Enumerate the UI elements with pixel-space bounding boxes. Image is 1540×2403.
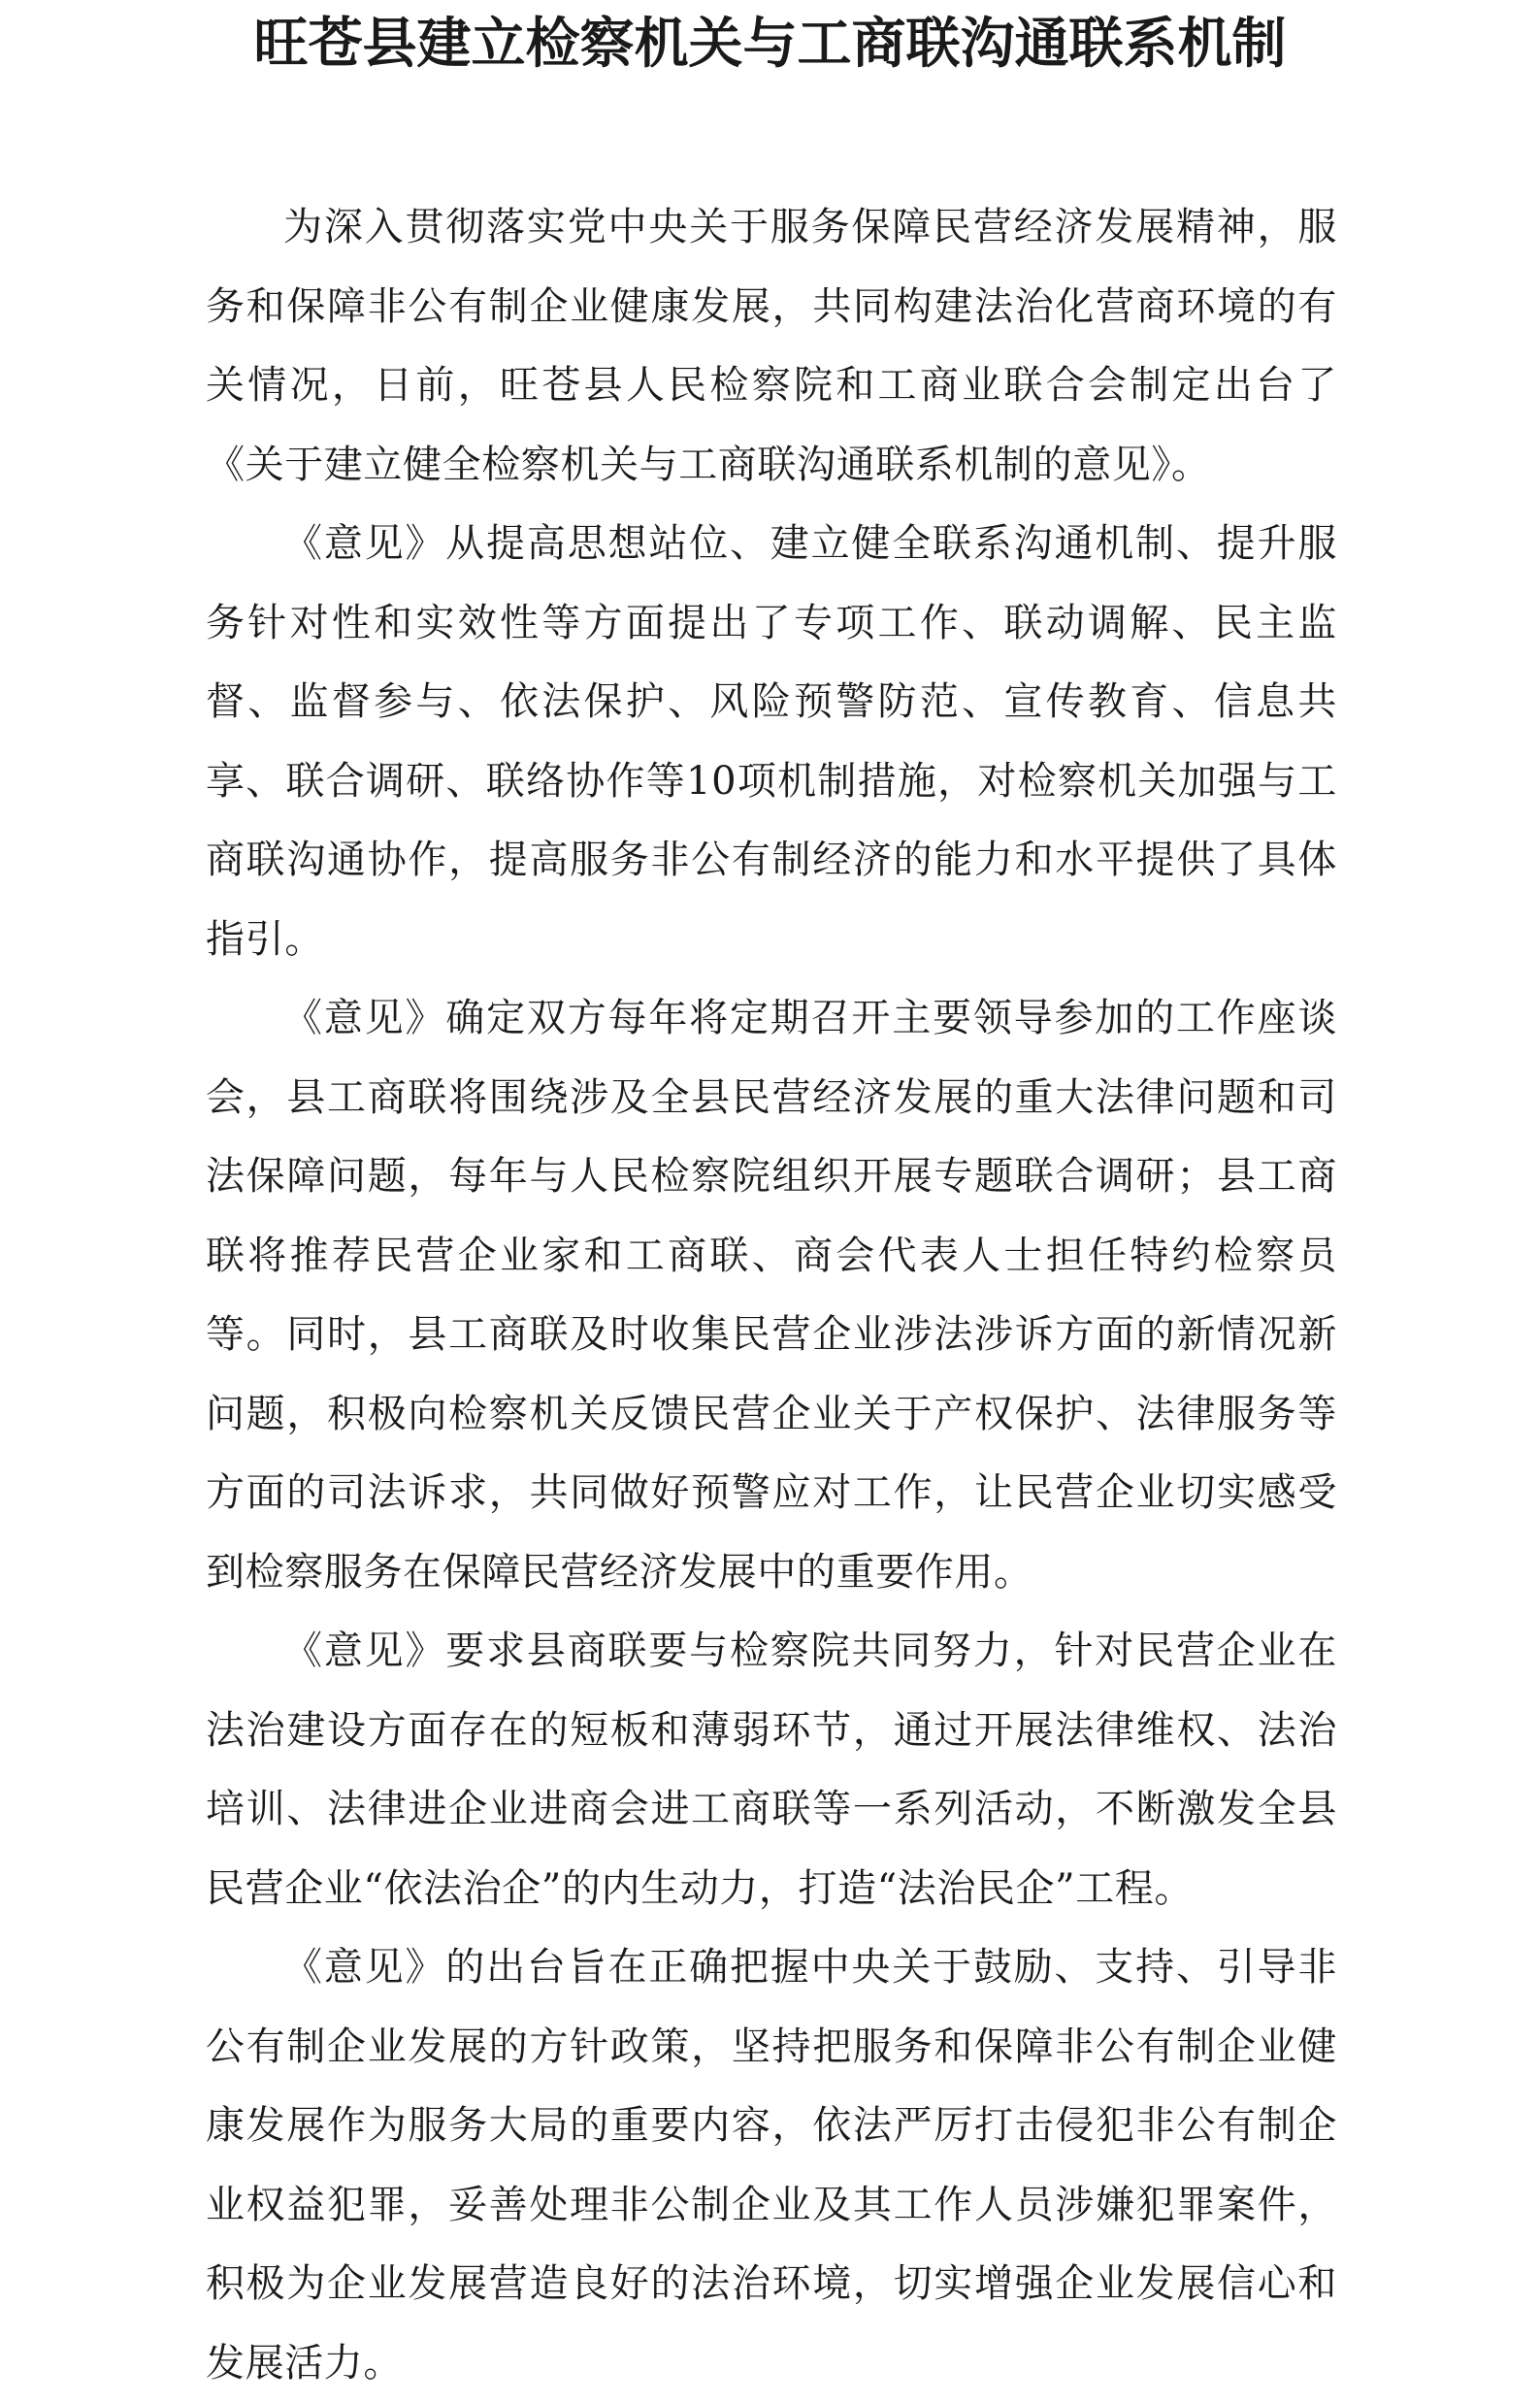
- document-title: 旺苍县建立检察机关与工商联沟通联系机制: [253, 12, 1287, 76]
- paragraph-intro: 为深入贯彻落实党中央关于服务保障民营经济发展精神，服务和保障非公有制企业健康发展，共同构建法治化营商环境的有关情况，日前，旺苍县人民检察院和工商业联合会制定出台了《关于建立健全检察机关与工商联沟通联系机制的意见》。: [206, 205, 1337, 487]
- paragraph-measures: 《意见》从提高思想站位、建立健全联系沟通机制、提升服务针对性和实效性等方面提出了专项工作、联动调解、民主监督、监督参与、依法保护、风险预警防范、宣传教育、信息共享、联合调研、联络协作等10项机制措施，对检察机关加强与工商联沟通协作，提高服务非公有制经济的能力和水平提供了具体指引。: [206, 521, 1337, 962]
- paragraph-requirements: 《意见》要求县商联要与检察院共同努力，针对民营企业在法治建设方面存在的短板和薄弱环节，通过开展法律维权、法治培训、法律进企业进商会进工商联等一系列活动，不断激发全县民营企业“依法治企”的内生动力，打造“法治民企”工程。: [206, 1629, 1337, 1911]
- paragraph-purpose: 《意见》的出台旨在正确把握中央关于鼓励、支持、引导非公有制企业发展的方针政策，坚持把服务和保障非公有制企业健康发展作为服务大局的重要内容，依法严厉打击侵犯非公有制企业权益犯罪，妥善处理非公制企业及其工作人员涉嫌犯罪案件，积极为企业发展营造良好的法治环境，切实增强企业发展信心和发展活力。: [206, 1945, 1337, 2386]
- paragraph-meetings: 《意见》确定双方每年将定期召开主要领导参加的工作座谈会，县工商联将围绕涉及全县民营经济发展的重大法律问题和司法保障问题，每年与人民检察院组织开展专题联合调研；县工商联将推荐民营企业家和工商联、商会代表人士担任特约检察员等。同时，县工商联及时收集民营企业涉法涉诉方面的新情况新问题，积极向检察机关反馈民营企业关于产权保护、法律服务等方面的司法诉求，共同做好预警应对工作，让民营企业切实感受到检察服务在保障民营经济发展中的重要作用。: [206, 996, 1337, 1595]
- document-body: [206, 188, 1337, 2403]
